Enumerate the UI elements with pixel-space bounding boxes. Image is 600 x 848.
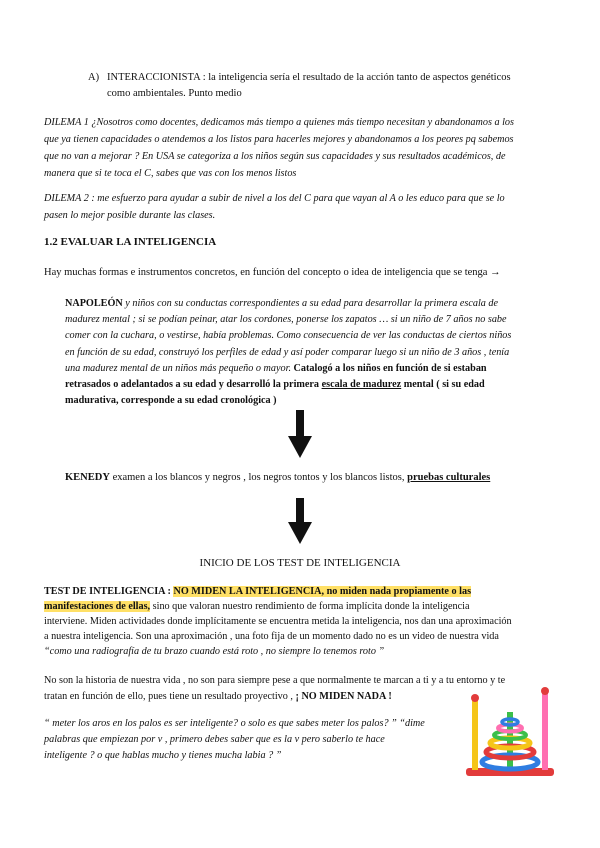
toy-pole-left <box>472 700 478 770</box>
quote-line: inteligente ? o que hablas mucho y tienes mucha labia ? ” <box>44 750 282 761</box>
napoleon-text: y niños con su conductas correspondientes a su edad para desarrollar la primera escala de <box>122 298 499 309</box>
quote-line: “ meter los aros en los palos es ser inteligente? o solo es que sabes meter los palos? ” “dime <box>44 718 425 729</box>
intro-text: Hay muchas formas e instrumentos concretos, en función del concepto o idea de inteligencia que se tenga <box>44 267 488 278</box>
down-arrow-icon <box>288 410 312 458</box>
dilema-2-line: pasen lo mejor posible durante las clases. <box>44 210 216 221</box>
napoleon-bold-text: mental ( si su edad <box>401 379 485 391</box>
napoleon-bold-text: retrasados o adelantados a su edad y desarrolló la primera <box>65 379 322 391</box>
napoleon-line: madurativa, corresponde a su edad cronológica ) <box>65 395 277 407</box>
napoleon-name: NAPOLEÓN <box>65 298 123 309</box>
ring-toy-image <box>464 686 556 778</box>
historia-bold: ¡ NO MIDEN NADA ! <box>295 691 392 702</box>
napoleon-line: en función de su edad, construyó los perfiles de edad y así poder comparar luego si un niño de 3 años , tenía <box>65 346 510 358</box>
option-a-line: como ambientales. Punto medio <box>107 87 242 99</box>
dilema-1-line: manera que si te toca el C, sabes que vas con los menos listos <box>44 168 297 179</box>
quote-paragraph <box>44 716 460 764</box>
pruebas-culturales-link[interactable]: pruebas culturales <box>407 472 491 483</box>
escala-madurez-link[interactable]: escala de madurez <box>321 379 402 391</box>
toy-pole-right <box>542 692 548 770</box>
dilema-1-line: DILEMA 1 ¿Nosotros como docentes, dedicamos más tiempo a quienes más tiempo necesitan y abandonamos a los <box>44 117 514 128</box>
dilema-1 <box>44 114 560 182</box>
highlighted-text: NO MIDEN LA INTELIGENCIA, no miden nada propiamente o las <box>173 586 472 597</box>
highlighted-text: manifestaciones de ellas, <box>44 601 151 612</box>
kenedy-paragraph <box>65 470 560 486</box>
test-quote-line: “como una radiografía de tu brazo cuando está roto , no siempre lo tenemos roto ” <box>44 646 385 657</box>
test-line: a nuestra inteligencia. Son una aproximación , una foto fija de un momento dado no es un video de nuestra vida <box>44 631 499 642</box>
test-paragraph <box>44 584 562 659</box>
option-a-line: INTERACCIONISTA : la inteligencia sería el resultado de la acción tanto de aspectos genéticos <box>107 72 511 83</box>
kenedy-text: examen a los blancos y negros , los negros tontos y los blancos listos, <box>109 472 408 483</box>
toy-pole-cap <box>471 694 479 702</box>
test-heading: INICIO DE LOS TEST DE INTELIGENCIA <box>199 557 401 569</box>
napoleon-paragraph <box>65 296 557 409</box>
intro-paragraph <box>44 265 560 281</box>
down-arrow-icon <box>288 498 312 544</box>
dilema-2-line: DILEMA 2 : me esfuerzo para ayudar a subir de nivel a los del C para que vayan al A o les educo para que se lo <box>44 193 505 204</box>
section-title: 1.2 EVALUAR LA INTELIGENCIA <box>44 236 217 248</box>
napoleon-line: madurez mental ; si se podían peinar, atar los cordones, ponerse los zapatos … si un niño de 7 años no sabe <box>65 314 507 326</box>
napoleon-line: comer con la cuchara, o vestirse, había problemas. Como consecuencia de ver las conductas de ciertos niños <box>65 330 512 342</box>
test-lead: TEST DE INTELIGENCIA : <box>44 586 174 597</box>
quote-line: palabras que empiezan por v , primero debes saber que es la v pero saberlo te hace <box>44 734 385 745</box>
dilema-2 <box>44 190 560 224</box>
napoleon-text: una madurez mental de un niños más pequeño o mayor. <box>65 362 294 374</box>
kenedy-name: KENEDY <box>65 472 110 483</box>
right-arrow-icon: → <box>490 267 501 278</box>
list-marker: A) <box>88 72 100 83</box>
historia-line: No son la historia de nuestra vida , no son para siempre pese a que normalmente te marcan a ti y a tu entorno y te <box>44 675 506 686</box>
test-text: sino que valoran nuestro rendimiento de forma implícita donde la inteligencia <box>150 601 470 612</box>
napoleon-bold-text: Catalogó a los niños en función de si estaban <box>293 362 487 374</box>
option-a-text <box>107 70 562 101</box>
dilema-1-line: que no van a mejorar ? En USA se categoriza a los niños según sus capacidades y sus resultados académicos, de <box>44 151 506 162</box>
dilema-1-line: que ya tienen capacidades o atendemos a los listos para hacerles mejores y abandonamos a los peores pq sabemos <box>44 134 514 145</box>
toy-pole-cap <box>541 687 549 695</box>
historia-text: tratan en función de ello, pues tiene un resultado proyectivo , <box>44 691 296 702</box>
test-line: interviene. Miden actividades donde implícitamente se encuentra metida la inteligencia, nos dan una aproximación <box>44 616 512 627</box>
